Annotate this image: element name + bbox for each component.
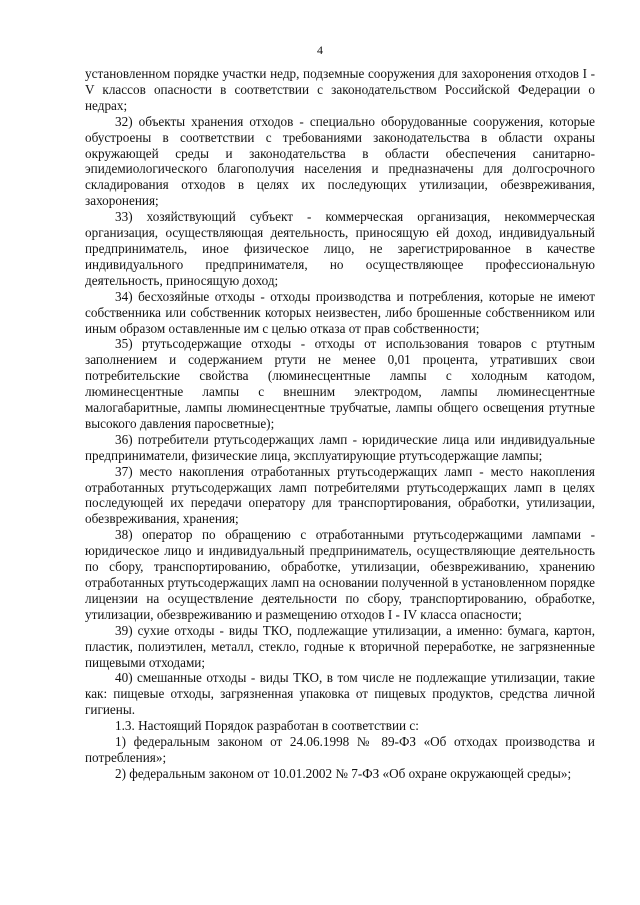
paragraph-item-38: 38) оператор по обращению с отработанными ртутьсодержащими лампами - юридическое лицо и индивидуальный предприниматель, осуществляющие деятельность по сбору, транспортированию, обработке, утилизации, обезвреживанию, хранению отработанных ртутьсодержащих ламп на основании полученной в установленном порядке лицензии на осуществление деятельности по сбору, транспортированию, обработке, утилизации, обезвреживанию и размещению отходов I - IV класса опасности; <box>85 527 595 622</box>
paragraph-item-40: 40) смешанные отходы - виды ТКО, в том числе не подлежащие утилизации, такие как: пищевые отходы, загрязненная упаковка от пищевых продуктов, средства личной гигиены. <box>85 670 595 718</box>
paragraph-item-36: 36) потребители ртутьсодержащих ламп - юридические лица или индивидуальные предприниматели, физические лица, эксплуатирующие ртутьсодержащие лампы; <box>85 431 595 463</box>
body-text <box>85 66 595 782</box>
page-number: 4 <box>317 43 323 57</box>
paragraph-item-33: 33) хозяйствующий субъект - коммерческая организация, некоммерческая организация, осуществляющая деятельность, приносящую ей доход, индивидуальный предприниматель, иное физическое лицо, не зарегистрированное в качестве индивидуального предпринимателя, но осуществляющее профессиональную деятельность, приносящую доход; <box>85 209 595 288</box>
paragraph-item-32: 32) объекты хранения отходов - специально оборудованные сооружения, которые обустроены в соответствии с требованиями законодательства в области охраны окружающей среды и законодательства в области обеспечения санитарно-эпидемиологического благополучия населения и предназначены для долгосрочного складирования отходов в целях их последующих утилизации, обезвреживания, захоронения; <box>85 113 595 209</box>
paragraph-item-35: 35) ртутьсодержащие отходы - отходы от использования товаров с ртутным заполнением и содержанием ртути не менее 0,01 процента, утративших свои потребительские свойства (люминесцентные лампы с холодным катодом, люминесцентные лампы с внешним электродом, лампы люминесцентные малогабаритные, лампы люминесцентные трубчатые, лампы общего освещения ртутные высокого давления паросветные); <box>85 336 595 431</box>
paragraph-item-39: 39) сухие отходы - виды ТКО, подлежащие утилизации, а именно: бумага, картон, пластик, полиэтилен, металл, стекло, годные к вторичной переработке, не загрязненные пищевыми отходами; <box>85 622 595 670</box>
paragraph-continuation: установленном порядке участки недр, подземные сооружения для захоронения отходов I - V классов опасности в соответствии с законодательством Российской Федерации о недрах; <box>85 66 595 113</box>
paragraph-section-1-3: 1.3. Настоящий Порядок разработан в соответствии с: <box>115 718 419 734</box>
paragraph-law-1: 1) федеральным законом от 24.06.1998 № 89-ФЗ «Об отходах производства и потребления»; <box>85 734 595 765</box>
paragraph-item-34: 34) бесхозяйные отходы - отходы производства и потребления, которые не имеют собственника или собственник которых неизвестен, либо брошенные собственником или иным образом оставленные им с целью отказа от прав собственности; <box>85 288 595 336</box>
paragraph-law-2: 2) федеральным законом от 10.01.2002 № 7-ФЗ «Об охране окружающей среды»; <box>115 765 572 781</box>
paragraph-item-37: 37) место накопления отработанных ртутьсодержащих ламп - место накопления отработанных ртутьсодержащих ламп потребителями ртутьсодержащих ламп в целях последующей их передачи оператору для транспортирования, обработки, утилизации, обезвреживания, хранения; <box>85 463 595 527</box>
